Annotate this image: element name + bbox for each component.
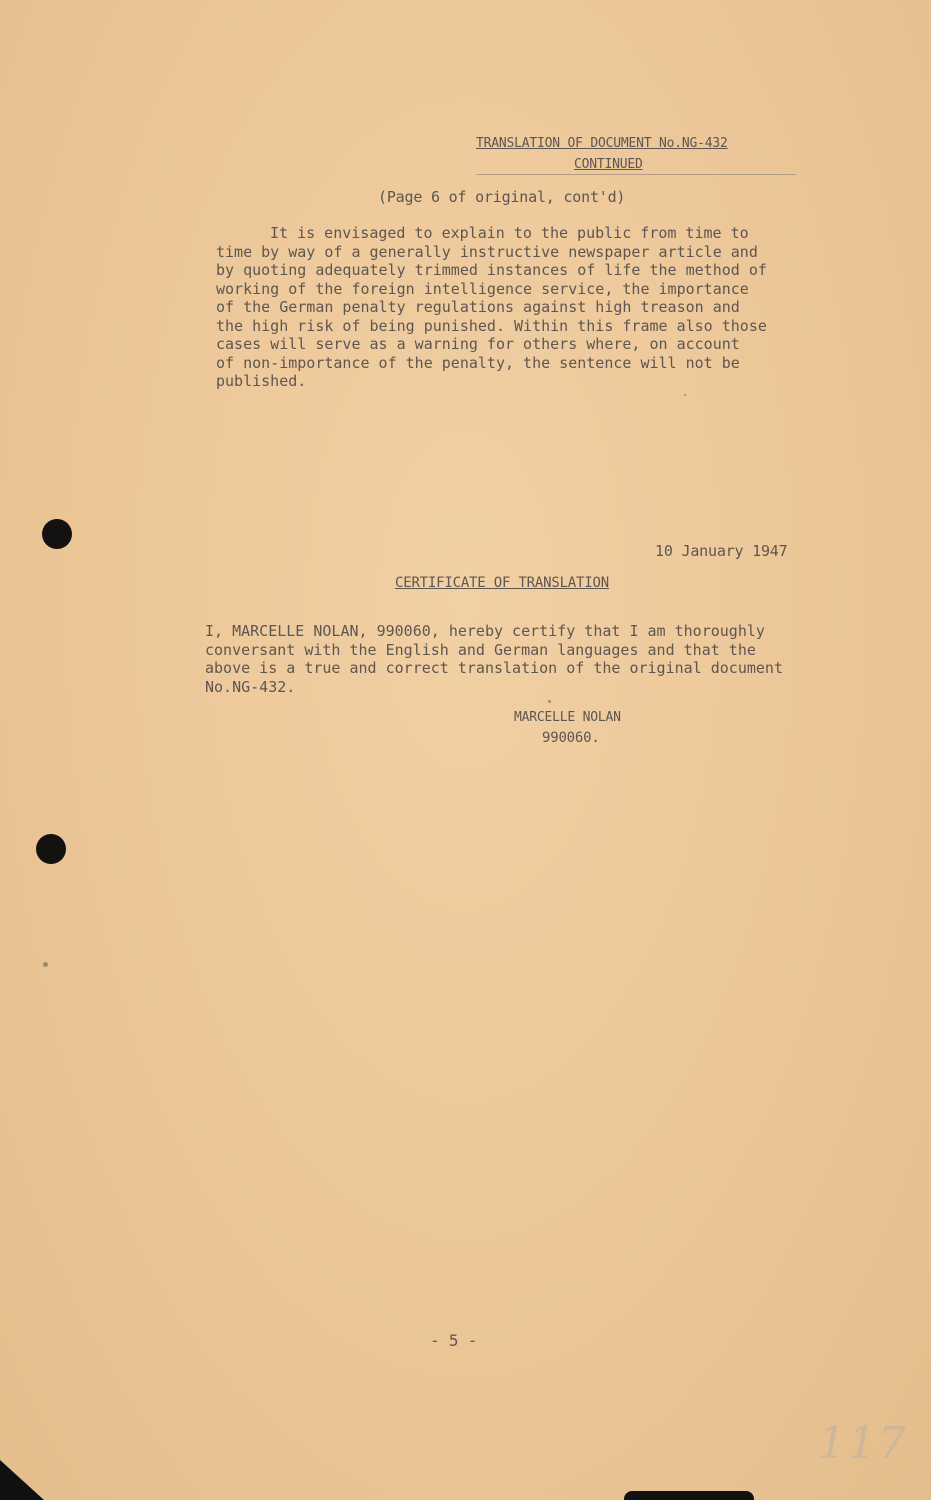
certificate-line: conversant with the English and German languages and that the: [205, 640, 756, 659]
certificate-line: No.NG-432.: [205, 677, 296, 696]
page-reference: (Page 6 of original, cont'd): [378, 188, 626, 206]
bottom-edge-mark: [624, 1491, 754, 1500]
body-line: cases will serve as a warning for others where, on account: [216, 335, 740, 353]
paper-speck: [548, 700, 551, 703]
document-title: TRANSLATION OF DOCUMENT No.NG-432: [476, 136, 728, 151]
certificate-date: 10 January 1947: [655, 542, 788, 560]
body-line: working of the foreign intelligence service, the importance: [216, 279, 749, 298]
body-line: of non-importance of the penalty, the sentence will not be: [216, 353, 740, 372]
body-line: of the German penalty regulations against high treason and: [216, 298, 740, 316]
page-number: - 5 -: [430, 1331, 478, 1350]
header-rule: [476, 174, 796, 175]
signature-name: MARCELLE NOLAN: [514, 710, 621, 725]
paper-speck: [43, 962, 48, 967]
body-paragraph: [216, 224, 816, 391]
body-line: published.: [216, 372, 307, 390]
certificate-line: above is a true and correct translation of the original document: [205, 659, 783, 677]
punch-hole: [42, 519, 72, 549]
paper-speck: [684, 394, 686, 396]
body-line: by quoting adequately trimmed instances of life the method of: [216, 261, 767, 279]
archive-number: 117: [818, 1418, 908, 1469]
signature-number: 990060.: [542, 730, 600, 746]
certificate-paragraph: [205, 622, 825, 696]
punch-hole: [36, 834, 66, 864]
body-line: the high risk of being punished. Within this frame also those: [216, 316, 767, 335]
certificate-heading: CERTIFICATE OF TRANSLATION: [395, 575, 609, 591]
body-line: It is envisaged to explain to the public from time to: [270, 224, 749, 242]
document-subtitle: CONTINUED: [574, 157, 643, 172]
body-line: time by way of a generally instructive newspaper article and: [216, 242, 758, 261]
corner-shadow: [0, 1460, 44, 1500]
certificate-line: I, MARCELLE NOLAN, 990060, hereby certify that I am thoroughly: [205, 622, 765, 640]
